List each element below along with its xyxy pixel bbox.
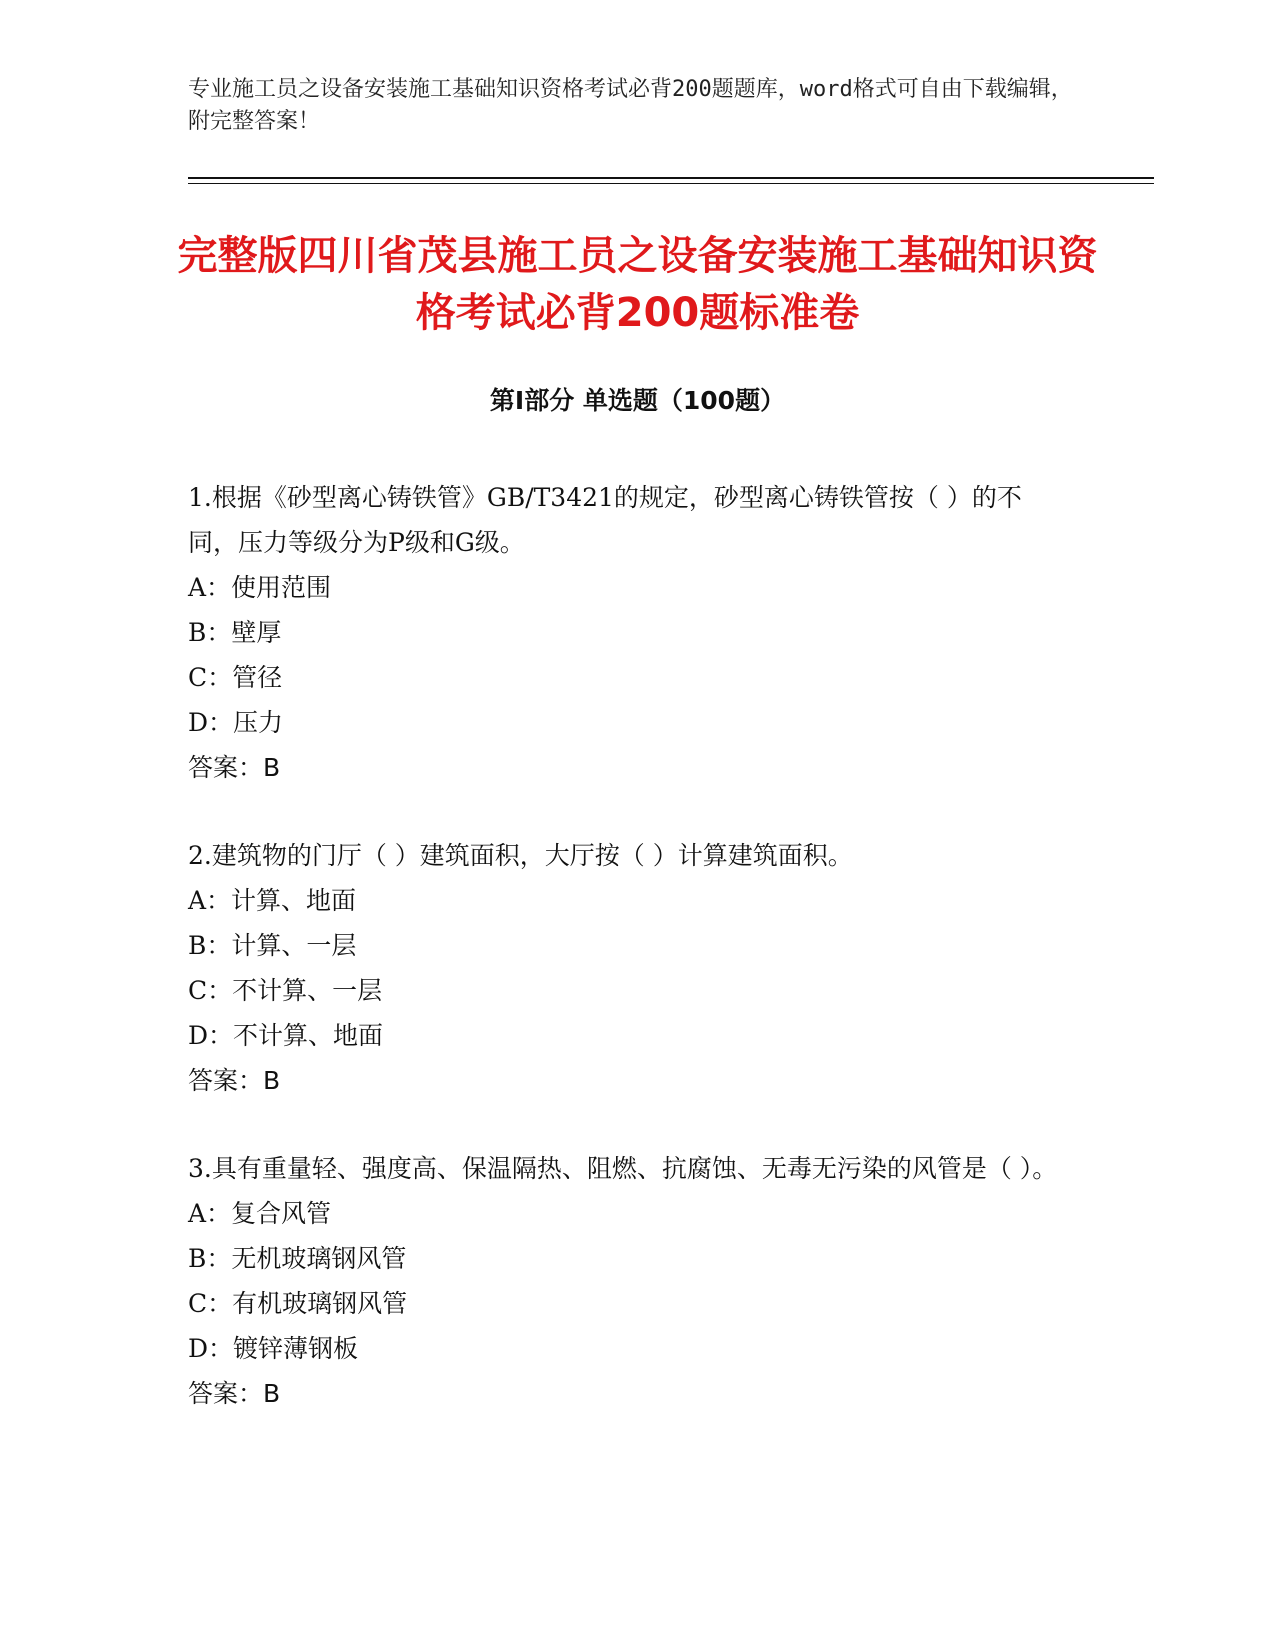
header-note: 专业施工员之设备安装施工基础知识资格考试必背200题题库，word格式可自由下载编辑，附完整答案！ (188, 77, 1073, 134)
option-a: A：复合风管 (188, 1199, 332, 1228)
header-divider-thin (188, 183, 1154, 184)
option-c: C：不计算、一层 (188, 976, 383, 1005)
option-d: D：压力 (188, 708, 284, 737)
option-b: B：计算、一层 (188, 931, 357, 960)
answer-line: 答案：B (188, 753, 281, 782)
question-stem: 3.具有重量轻、强度高、保温隔热、阻燃、抗腐蚀、无毒无污染的风管是（ ）。 (188, 1154, 1058, 1183)
option-c: C：管径 (188, 663, 283, 692)
question-stem: 1.根据《砂型离心铸铁管》GB/T3421的规定，砂型离心铸铁管按（ ）的不同，压力等级分为P级和G级。 (188, 483, 1022, 557)
option-b: B：壁厚 (188, 618, 282, 647)
answer-line: 答案：B (188, 1066, 281, 1095)
option-a: A：使用范围 (188, 573, 332, 602)
option-b: B：无机玻璃钢风管 (188, 1244, 407, 1273)
option-a: A：计算、地面 (188, 886, 357, 915)
option-d: D：镀锌薄钢板 (188, 1334, 359, 1363)
question-2 (188, 833, 1068, 1103)
header-divider-thick (188, 177, 1154, 179)
question-stem: 2.建筑物的门厅（ ）建筑面积，大厅按（ ）计算建筑面积。 (188, 841, 853, 870)
document-title: 完整版四川省茂县施工员之设备安装施工基础知识资格考试必背200题标准卷 (177, 233, 1098, 336)
question-list (188, 475, 1068, 1459)
option-d: D：不计算、地面 (188, 1021, 384, 1050)
question-3 (188, 1146, 1068, 1416)
section-heading: 第Ⅰ部分 单选题（100题） (489, 386, 786, 415)
option-c: C：有机玻璃钢风管 (188, 1289, 408, 1318)
question-1 (188, 475, 1068, 790)
answer-line: 答案：B (188, 1379, 281, 1408)
